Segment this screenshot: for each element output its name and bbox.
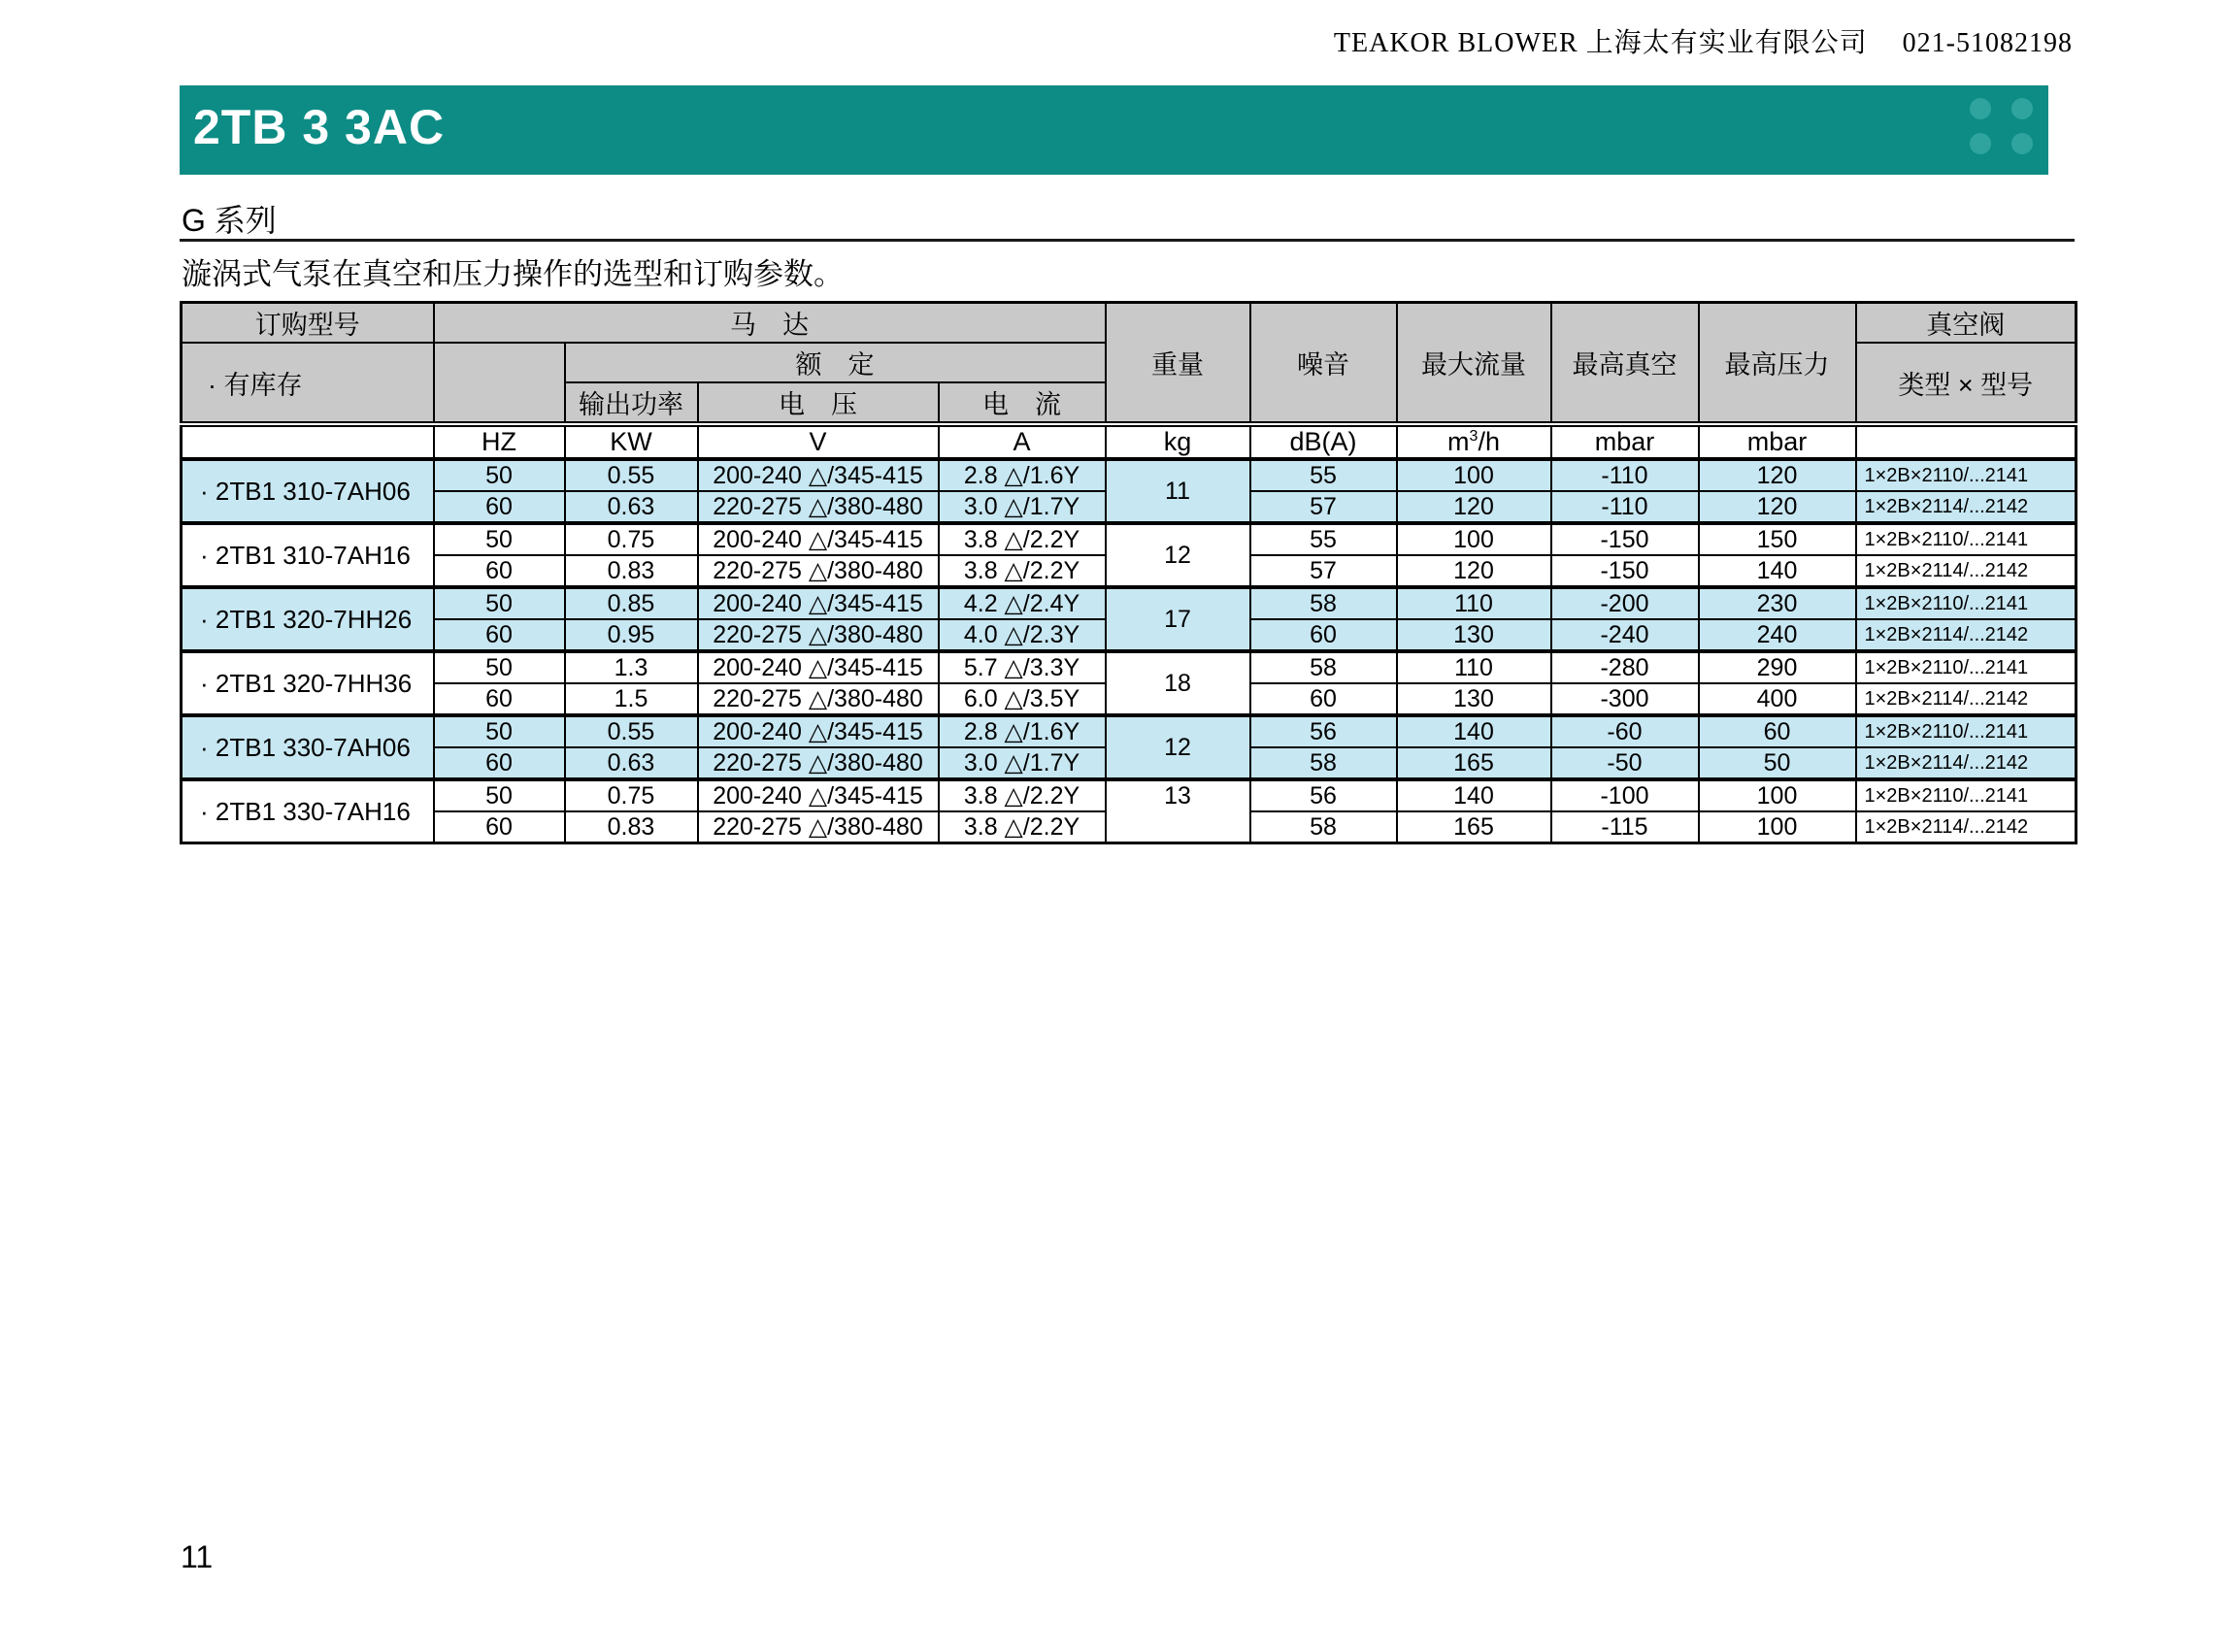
- current-cell: 2.8 △/1.6Y: [939, 715, 1106, 747]
- vacuum-cell: -240: [1551, 619, 1699, 651]
- current-cell: 3.8 △/2.2Y: [939, 811, 1106, 843]
- weight-cell: 13: [1106, 779, 1250, 843]
- pressure-cell: 120: [1699, 459, 1856, 491]
- col-header-vacuum-valve: 真空阀: [1856, 303, 2076, 344]
- hz-cell: 60: [434, 555, 565, 587]
- unit-flow: $m^3/h$: [1397, 424, 1551, 459]
- company-phone: 021-51082198: [1902, 28, 2073, 58]
- current-cell: 3.8 △/2.2Y: [939, 555, 1106, 587]
- flow-cell: 140: [1397, 779, 1551, 811]
- vacuum-cell: -300: [1551, 683, 1699, 715]
- pressure-cell: 50: [1699, 747, 1856, 779]
- pressure-cell: 290: [1699, 651, 1856, 683]
- flow-cell: 165: [1397, 811, 1551, 843]
- vacuum-cell: -280: [1551, 651, 1699, 683]
- noise-cell: 60: [1250, 619, 1397, 651]
- current-cell: 2.8 △/1.6Y: [939, 459, 1106, 491]
- noise-cell: 58: [1250, 811, 1397, 843]
- unit-blank-right: [1856, 424, 2076, 459]
- vacuum-cell: -110: [1551, 459, 1699, 491]
- unit-db: dB(A): [1250, 424, 1397, 459]
- section-divider: [180, 239, 2075, 242]
- dots-decoration-icon: [1970, 98, 2033, 154]
- hz-cell: 60: [434, 491, 565, 523]
- pressure-cell: 150: [1699, 523, 1856, 555]
- current-cell: 3.8 △/2.2Y: [939, 779, 1106, 811]
- hz-cell: 60: [434, 619, 565, 651]
- spec-table-body: [182, 459, 2076, 843]
- noise-cell: 60: [1250, 683, 1397, 715]
- model-cell: · 2TB1 310-7AH16: [182, 523, 434, 587]
- model-cell: · 2TB1 330-7AH16: [182, 779, 434, 843]
- voltage-cell: 200-240 △/345-415: [698, 587, 939, 619]
- current-cell: 3.0 △/1.7Y: [939, 491, 1106, 523]
- model-cell: · 2TB1 310-7AH06: [182, 459, 434, 523]
- unit-v: V: [698, 424, 939, 459]
- valve-cell: 1×2B×2110/...2141: [1856, 459, 2076, 491]
- hz-cell: 50: [434, 779, 565, 811]
- flow-cell: 120: [1397, 555, 1551, 587]
- unit-hz: HZ: [434, 424, 565, 459]
- product-title: 2TB 3 3AC: [193, 100, 446, 155]
- unit-blank-left: [182, 424, 434, 459]
- kw-cell: 0.95: [565, 619, 698, 651]
- vacuum-cell: -150: [1551, 555, 1699, 587]
- noise-cell: 57: [1250, 555, 1397, 587]
- spec-row: [182, 523, 2076, 555]
- pressure-cell: 240: [1699, 619, 1856, 651]
- noise-cell: 56: [1250, 779, 1397, 811]
- current-cell: 5.7 △/3.3Y: [939, 651, 1106, 683]
- flow-cell: 130: [1397, 683, 1551, 715]
- pressure-cell: 400: [1699, 683, 1856, 715]
- current-cell: 4.2 △/2.4Y: [939, 587, 1106, 619]
- voltage-cell: 200-240 △/345-415: [698, 651, 939, 683]
- col-header-max-flow: 最大流量: [1397, 303, 1551, 425]
- vacuum-cell: -60: [1551, 715, 1699, 747]
- voltage-cell: 220-275 △/380-480: [698, 683, 939, 715]
- model-cell: · 2TB1 330-7AH06: [182, 715, 434, 779]
- model-cell: · 2TB1 320-7HH36: [182, 651, 434, 715]
- company-header: [1334, 21, 2073, 60]
- hz-cell: 50: [434, 459, 565, 491]
- kw-cell: 1.5: [565, 683, 698, 715]
- unit-kw: KW: [565, 424, 698, 459]
- voltage-cell: 200-240 △/345-415: [698, 779, 939, 811]
- kw-cell: 0.55: [565, 715, 698, 747]
- kw-cell: 0.63: [565, 491, 698, 523]
- voltage-cell: 220-275 △/380-480: [698, 555, 939, 587]
- dot-icon: [2011, 98, 2033, 119]
- valve-cell: 1×2B×2110/...2141: [1856, 779, 2076, 811]
- model-cell: · 2TB1 320-7HH26: [182, 587, 434, 651]
- col-header-order-model: 订购型号: [182, 303, 434, 344]
- vacuum-cell: -110: [1551, 491, 1699, 523]
- dot-icon: [1970, 98, 1991, 119]
- col-header-weight: 重量: [1106, 303, 1250, 425]
- flow-cell: 120: [1397, 491, 1551, 523]
- valve-cell: 1×2B×2114/...2142: [1856, 491, 2076, 523]
- flow-cell: 130: [1397, 619, 1551, 651]
- voltage-cell: 220-275 △/380-480: [698, 619, 939, 651]
- current-cell: 6.0 △/3.5Y: [939, 683, 1106, 715]
- noise-cell: 55: [1250, 523, 1397, 555]
- col-header-max-vacuum: 最高真空: [1551, 303, 1699, 425]
- vacuum-cell: -100: [1551, 779, 1699, 811]
- hz-cell: 50: [434, 651, 565, 683]
- flow-cell: 100: [1397, 459, 1551, 491]
- series-title: G 系列: [182, 203, 277, 238]
- noise-cell: 55: [1250, 459, 1397, 491]
- table-caption: 漩涡式气泵在真空和压力操作的选型和订购参数。: [182, 257, 844, 291]
- hz-cell: 60: [434, 747, 565, 779]
- flow-cell: 110: [1397, 651, 1551, 683]
- weight-cell: 17: [1106, 587, 1250, 651]
- col-header-max-pressure: 最高压力: [1699, 303, 1856, 425]
- valve-cell: 1×2B×2110/...2141: [1856, 715, 2076, 747]
- voltage-cell: 220-275 △/380-480: [698, 747, 939, 779]
- weight-cell: 12: [1106, 715, 1250, 779]
- flow-cell: 165: [1397, 747, 1551, 779]
- dot-icon: [1970, 133, 1991, 154]
- pressure-cell: 100: [1699, 779, 1856, 811]
- noise-cell: 58: [1250, 587, 1397, 619]
- noise-cell: 56: [1250, 715, 1397, 747]
- kw-cell: 0.63: [565, 747, 698, 779]
- valve-cell: 1×2B×2114/...2142: [1856, 619, 2076, 651]
- unit-mbar-vacuum: mbar: [1551, 424, 1699, 459]
- weight-cell: 11: [1106, 459, 1250, 523]
- col-header-motor: 马 达: [434, 303, 1106, 344]
- col-header-rated: 额 定: [565, 343, 1106, 382]
- voltage-cell: 220-275 △/380-480: [698, 811, 939, 843]
- hz-cell: 50: [434, 523, 565, 555]
- voltage-cell: 200-240 △/345-415: [698, 523, 939, 555]
- spec-row: [182, 715, 2076, 747]
- vacuum-cell: -150: [1551, 523, 1699, 555]
- spec-row: [182, 459, 2076, 491]
- pressure-cell: 230: [1699, 587, 1856, 619]
- weight-cell: 18: [1106, 651, 1250, 715]
- col-header-frequency-blank: [434, 343, 565, 424]
- unit-mbar-pressure: mbar: [1699, 424, 1856, 459]
- col-header-noise: 噪音: [1250, 303, 1397, 425]
- pressure-cell: 140: [1699, 555, 1856, 587]
- valve-cell: 1×2B×2110/...2141: [1856, 651, 2076, 683]
- vacuum-cell: -115: [1551, 811, 1699, 843]
- hz-cell: 50: [434, 715, 565, 747]
- vacuum-cell: -200: [1551, 587, 1699, 619]
- unit-kg: kg: [1106, 424, 1250, 459]
- kw-cell: 0.85: [565, 587, 698, 619]
- spec-table: [180, 301, 2077, 844]
- flow-cell: 110: [1397, 587, 1551, 619]
- hz-cell: 60: [434, 683, 565, 715]
- valve-cell: 1×2B×2114/...2142: [1856, 811, 2076, 843]
- pressure-cell: 120: [1699, 491, 1856, 523]
- voltage-cell: 200-240 △/345-415: [698, 459, 939, 491]
- unit-a: A: [939, 424, 1106, 459]
- header-row-top: [182, 303, 2076, 344]
- col-header-output-power: 输出功率: [565, 382, 698, 424]
- kw-cell: 1.3: [565, 651, 698, 683]
- units-row: [182, 424, 2076, 459]
- col-header-voltage: 电 压: [698, 382, 939, 424]
- voltage-cell: 200-240 △/345-415: [698, 715, 939, 747]
- hz-cell: 60: [434, 811, 565, 843]
- valve-cell: 1×2B×2110/...2141: [1856, 523, 2076, 555]
- valve-cell: 1×2B×2114/...2142: [1856, 555, 2076, 587]
- col-header-type-model: 类型 × 型号: [1856, 343, 2076, 424]
- kw-cell: 0.75: [565, 523, 698, 555]
- col-header-in-stock: · 有库存: [182, 343, 434, 424]
- page-number: 11: [181, 1539, 214, 1574]
- pressure-cell: 100: [1699, 811, 1856, 843]
- product-banner: [180, 85, 2048, 175]
- spec-row: [182, 779, 2076, 811]
- kw-cell: 0.55: [565, 459, 698, 491]
- col-header-current: 电 流: [939, 382, 1106, 424]
- weight-cell: 12: [1106, 523, 1250, 587]
- flow-cell: 100: [1397, 523, 1551, 555]
- spec-row: [182, 651, 2076, 683]
- current-cell: 3.8 △/2.2Y: [939, 523, 1106, 555]
- current-cell: 4.0 △/2.3Y: [939, 619, 1106, 651]
- valve-cell: 1×2B×2110/...2141: [1856, 587, 2076, 619]
- spec-row: [182, 587, 2076, 619]
- noise-cell: 57: [1250, 491, 1397, 523]
- company-name: TEAKOR BLOWER 上海太有实业有限公司: [1333, 28, 1868, 58]
- valve-cell: 1×2B×2114/...2142: [1856, 683, 2076, 715]
- dot-icon: [2011, 133, 2033, 154]
- valve-cell: 1×2B×2114/...2142: [1856, 747, 2076, 779]
- noise-cell: 58: [1250, 651, 1397, 683]
- current-cell: 3.0 △/1.7Y: [939, 747, 1106, 779]
- kw-cell: 0.83: [565, 811, 698, 843]
- flow-cell: 140: [1397, 715, 1551, 747]
- vacuum-cell: -50: [1551, 747, 1699, 779]
- noise-cell: 58: [1250, 747, 1397, 779]
- hz-cell: 50: [434, 587, 565, 619]
- voltage-cell: 220-275 △/380-480: [698, 491, 939, 523]
- pressure-cell: 60: [1699, 715, 1856, 747]
- kw-cell: 0.75: [565, 779, 698, 811]
- kw-cell: 0.83: [565, 555, 698, 587]
